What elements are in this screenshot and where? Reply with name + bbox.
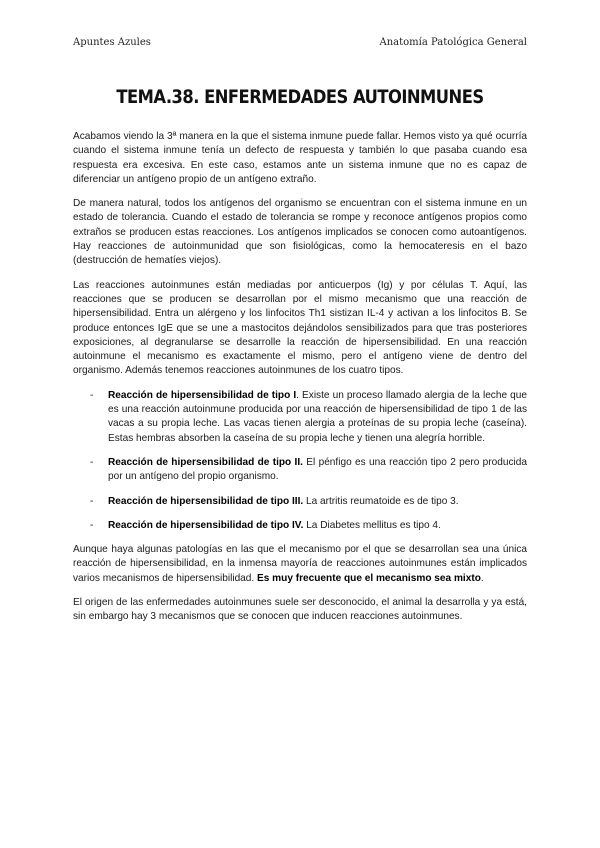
paragraph-tolerance: De manera natural, todos los antígenos del organismo se encuentran con el sistema inmune en un estado de tolerancia. Cuando el estado de tolerancia se rompe y reconoce antígenos propios como extraños se producen estas reacciones. Los antígenos implicados se conocen como autoantígenos. Hay reacciones de autoinmunidad que son fisiológicas, como la hemocateresis en el bazo (destrucción de hematíes viejos). <box>73 198 527 267</box>
list-bullet: - <box>90 389 94 401</box>
paragraph-mixed-mechanism <box>73 543 527 586</box>
page-title: TEMA.38. ENFERMEDADES AUTOINMUNES <box>116 86 484 108</box>
list-item-text: La artritis reumatoide es de tipo 3. <box>303 495 459 507</box>
list-item <box>73 519 527 533</box>
list-item <box>73 456 527 485</box>
paragraph-mechanism: Las reacciones autoinmunes están mediadas por anticuerpos (Ig) y por células T. Aquí, las reacciones que se producen se desarrollan por el mismo mecanismo que una reacción de hipersensibilidad. Entra un alérgeno y los linfocitos Th1 sistizan IL-4 y activan a los linfocitos B. Se produce entonces IgE que se une a mastocitos dejándolos sensibilizados para que tras posteriores exposiciones, al degranularse se desarrolle la reacción de hipersensibilidad. En una reacción autoinmune el mecanismo es exactamente el mismo, pero el antígeno viene de dentro del organismo. Además tenemos reacciones autoinmunes de los cuatro tipos. <box>73 279 527 377</box>
list-item-heading: Reacción de hipersensibilidad de tipo IV. <box>108 519 304 531</box>
paragraph-text-end: . <box>480 572 484 584</box>
paragraph-intro: Acabamos viendo la 3ª manera en la que el sistema inmune puede fallar. Hemos visto ya qué ocurría cuando el sistema inmune tenía un defecto de respuesta y también lo que pasaba cuando esa respuesta era excesiva. En este caso, estamos ante un sistema inmune que no es capaz de diferenciar un antígeno propio de un antígeno extraño. <box>73 131 527 185</box>
paragraph-origin: El origen de las enfermedades autoinmunes suele ser desconocido, el animal la desarrolla y ya está, sin embargo hay 3 mecanismos que se conocen que inducen reacciones autoinmunes. <box>73 597 527 623</box>
list-item-text: . Existe un proceso llamado alergia de la leche que es una reacción autoinmune producida por una reacción de hipersensibilidad de tipo 1 de las vacas a su propia leche. Las vacas tienen alergia a proteínas de su propia leche (caseína). Estas hembras absorben la caseína de su propia leche y tienen una alegría horrible. <box>108 389 527 444</box>
header-left: Apuntes Azules <box>73 37 151 48</box>
list-bullet: - <box>90 519 94 531</box>
document-body <box>73 130 527 635</box>
hypersensitivity-list <box>73 389 527 533</box>
list-item-text: La Diabetes mellitus es tipo 4. <box>303 519 441 531</box>
list-item-heading: Reacción de hipersensibilidad de tipo II. <box>108 456 303 468</box>
list-item-heading: Reacción de hipersensibilidad de tipo III. <box>108 495 304 507</box>
list-item-text: El pénfigo es una reacción tipo 2 pero producida por un antígeno del propio organismo. <box>108 456 528 483</box>
list-item-heading: Reacción de hipersensibilidad de tipo I <box>108 389 297 401</box>
list-bullet: - <box>90 495 94 507</box>
list-item <box>73 495 527 509</box>
list-bullet: - <box>90 456 94 468</box>
header-right: Anatomía Patológica General <box>379 37 527 48</box>
emphasis-text: Es muy frecuente que el mecanismo sea mixto <box>257 572 481 584</box>
list-item <box>73 389 527 446</box>
paragraph-text: Aunque haya algunas patologías en las que el mecanismo por el que se desarrollan sea una única reacción de hipersensibilidad, en la inmensa mayoría de reacciones autoinmunes están implicados varios mecanismos de hipersensibilidad. <box>73 544 527 584</box>
